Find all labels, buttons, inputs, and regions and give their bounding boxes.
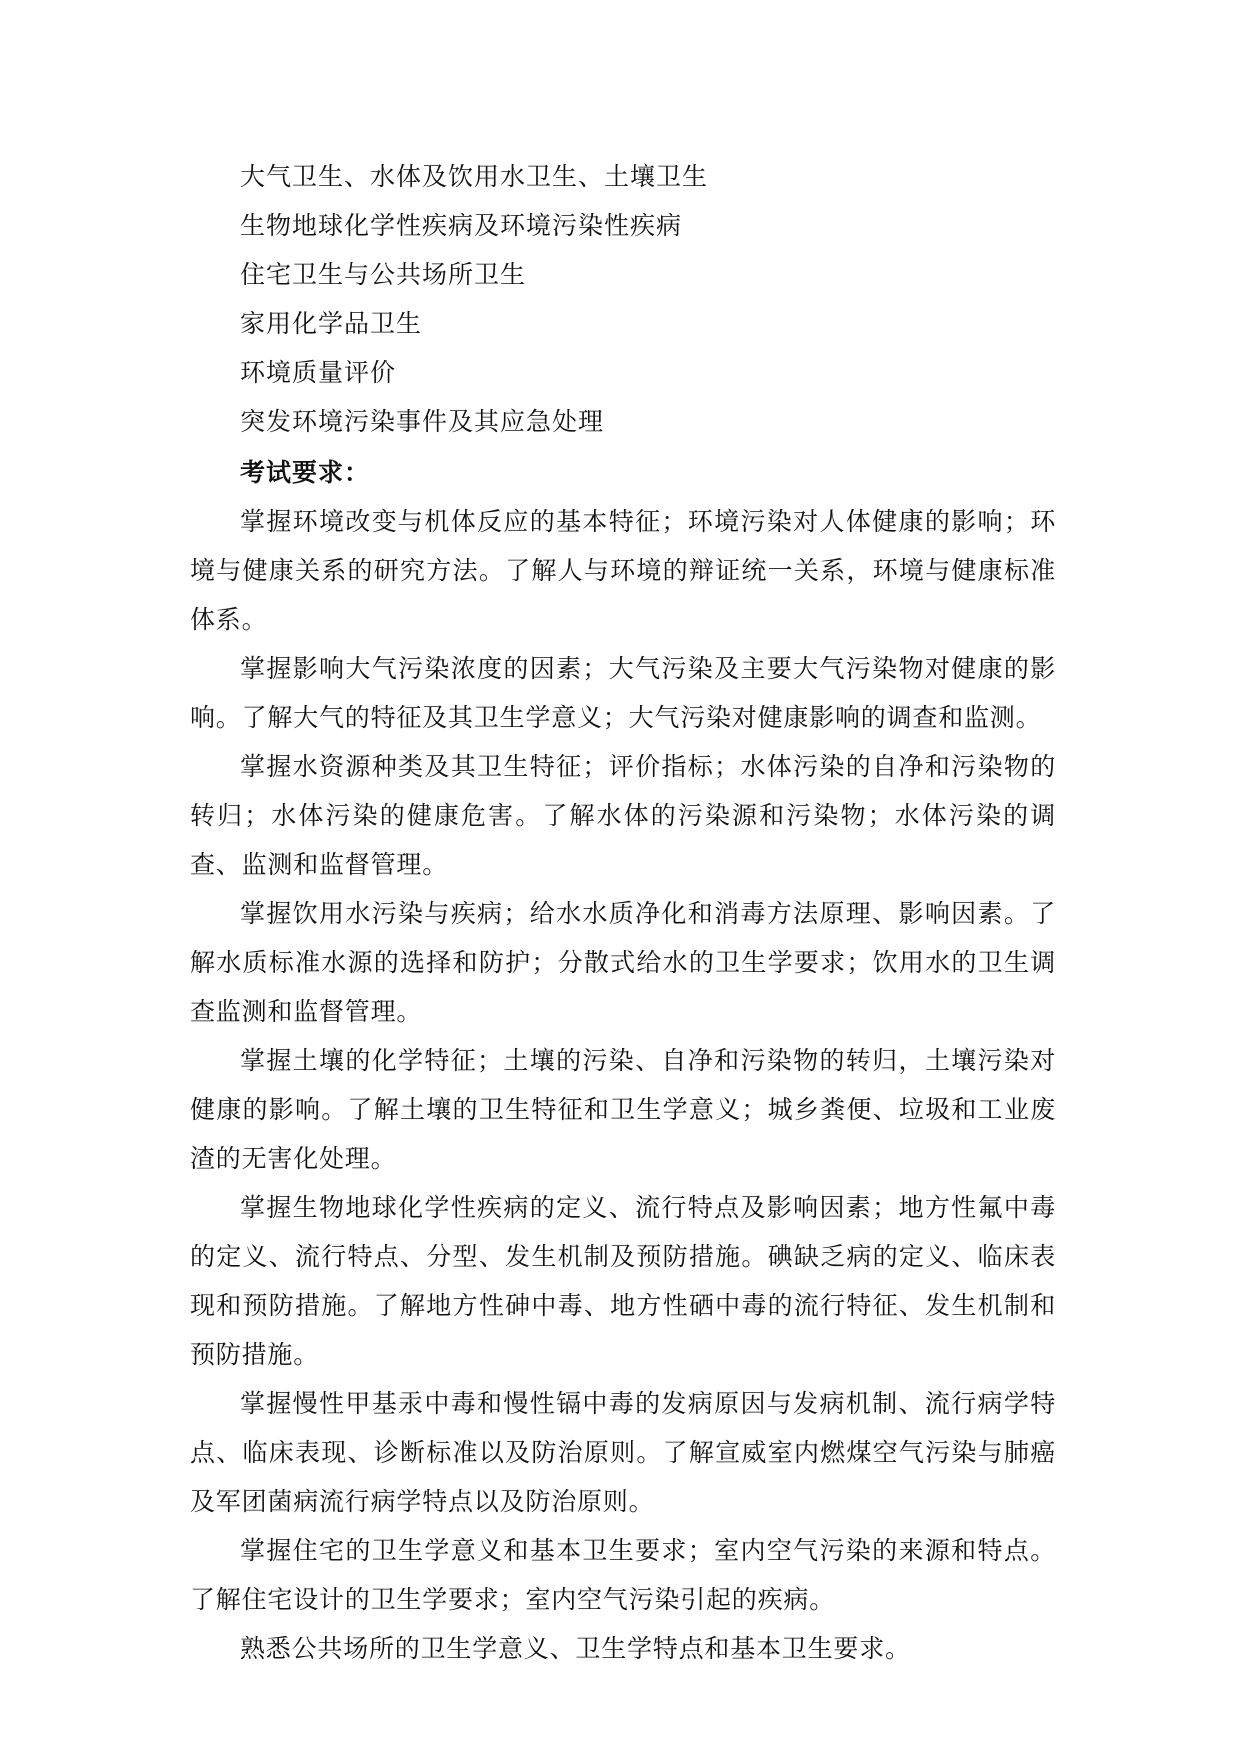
requirement-paragraph: 掌握慢性甲基汞中毒和慢性镉中毒的发病原因与发病机制、流行病学特点、临床表现、诊断标准以及防治原则。了解宣威室内燃煤空气污染与肺癌及军团菌病流行病学特点以及防治原则。 (190, 1389, 1056, 1516)
requirement-paragraph: 掌握饮用水污染与疾病；给水水质净化和消毒方法原理、影响因素。了解水质标准水源的选择和防护；分散式给水的卫生学要求；饮用水的卫生调查监测和监督管理。 (190, 899, 1056, 1026)
requirement-paragraph: 掌握土壤的化学特征；土壤的污染、自净和污染物的转归，土壤污染对健康的影响。了解土壤的卫生特征和卫生学意义；城乡粪便、垃圾和工业废渣的无害化处理。 (190, 1046, 1056, 1173)
requirement-paragraph: 掌握生物地球化学性疾病的定义、流行特点及影响因素；地方性氟中毒的定义、流行特点、分型、发生机制及预防措施。碘缺乏病的定义、临床表现和预防措施。了解地方性砷中毒、地方性硒中毒的流行特征、发生机制和预防措施。 (190, 1193, 1056, 1369)
requirement-paragraph: 掌握影响大气污染浓度的因素；大气污染及主要大气污染物对健康的影响。了解大气的特征及其卫生学意义；大气污染对健康影响的调查和监测。 (190, 654, 1056, 732)
topic-item: 环境质量评价 (240, 358, 397, 387)
topic-item: 大气卫生、水体及饮用水卫生、土壤卫生 (240, 162, 709, 191)
topic-item: 家用化学品卫生 (240, 309, 423, 338)
topic-item: 生物地球化学性疾病及环境污染性疾病 (240, 211, 683, 240)
requirements-section (190, 497, 1056, 1673)
requirement-paragraph: 掌握住宅的卫生学意义和基本卫生要求；室内空气污染的来源和特点。了解住宅设计的卫生学要求；室内空气污染引起的疾病。 (190, 1536, 1056, 1614)
topic-item: 住宅卫生与公共场所卫生 (240, 260, 527, 289)
requirement-paragraph: 掌握环境改变与机体反应的基本特征；环境污染对人体健康的影响；环境与健康关系的研究方法。了解人与环境的辩证统一关系，环境与健康标准体系。 (190, 507, 1056, 634)
requirement-paragraph: 掌握水资源种类及其卫生特征；评价指标；水体污染的自净和污染物的转归；水体污染的健康危害。了解水体的污染源和污染物；水体污染的调查、监测和监督管理。 (190, 752, 1056, 879)
requirements-heading: 考试要求： (240, 458, 371, 487)
requirement-paragraph: 熟悉公共场所的卫生学意义、卫生学特点和基本卫生要求。 (240, 1634, 911, 1663)
topic-item: 突发环境污染事件及其应急处理 (240, 407, 605, 436)
topic-list (240, 152, 708, 446)
